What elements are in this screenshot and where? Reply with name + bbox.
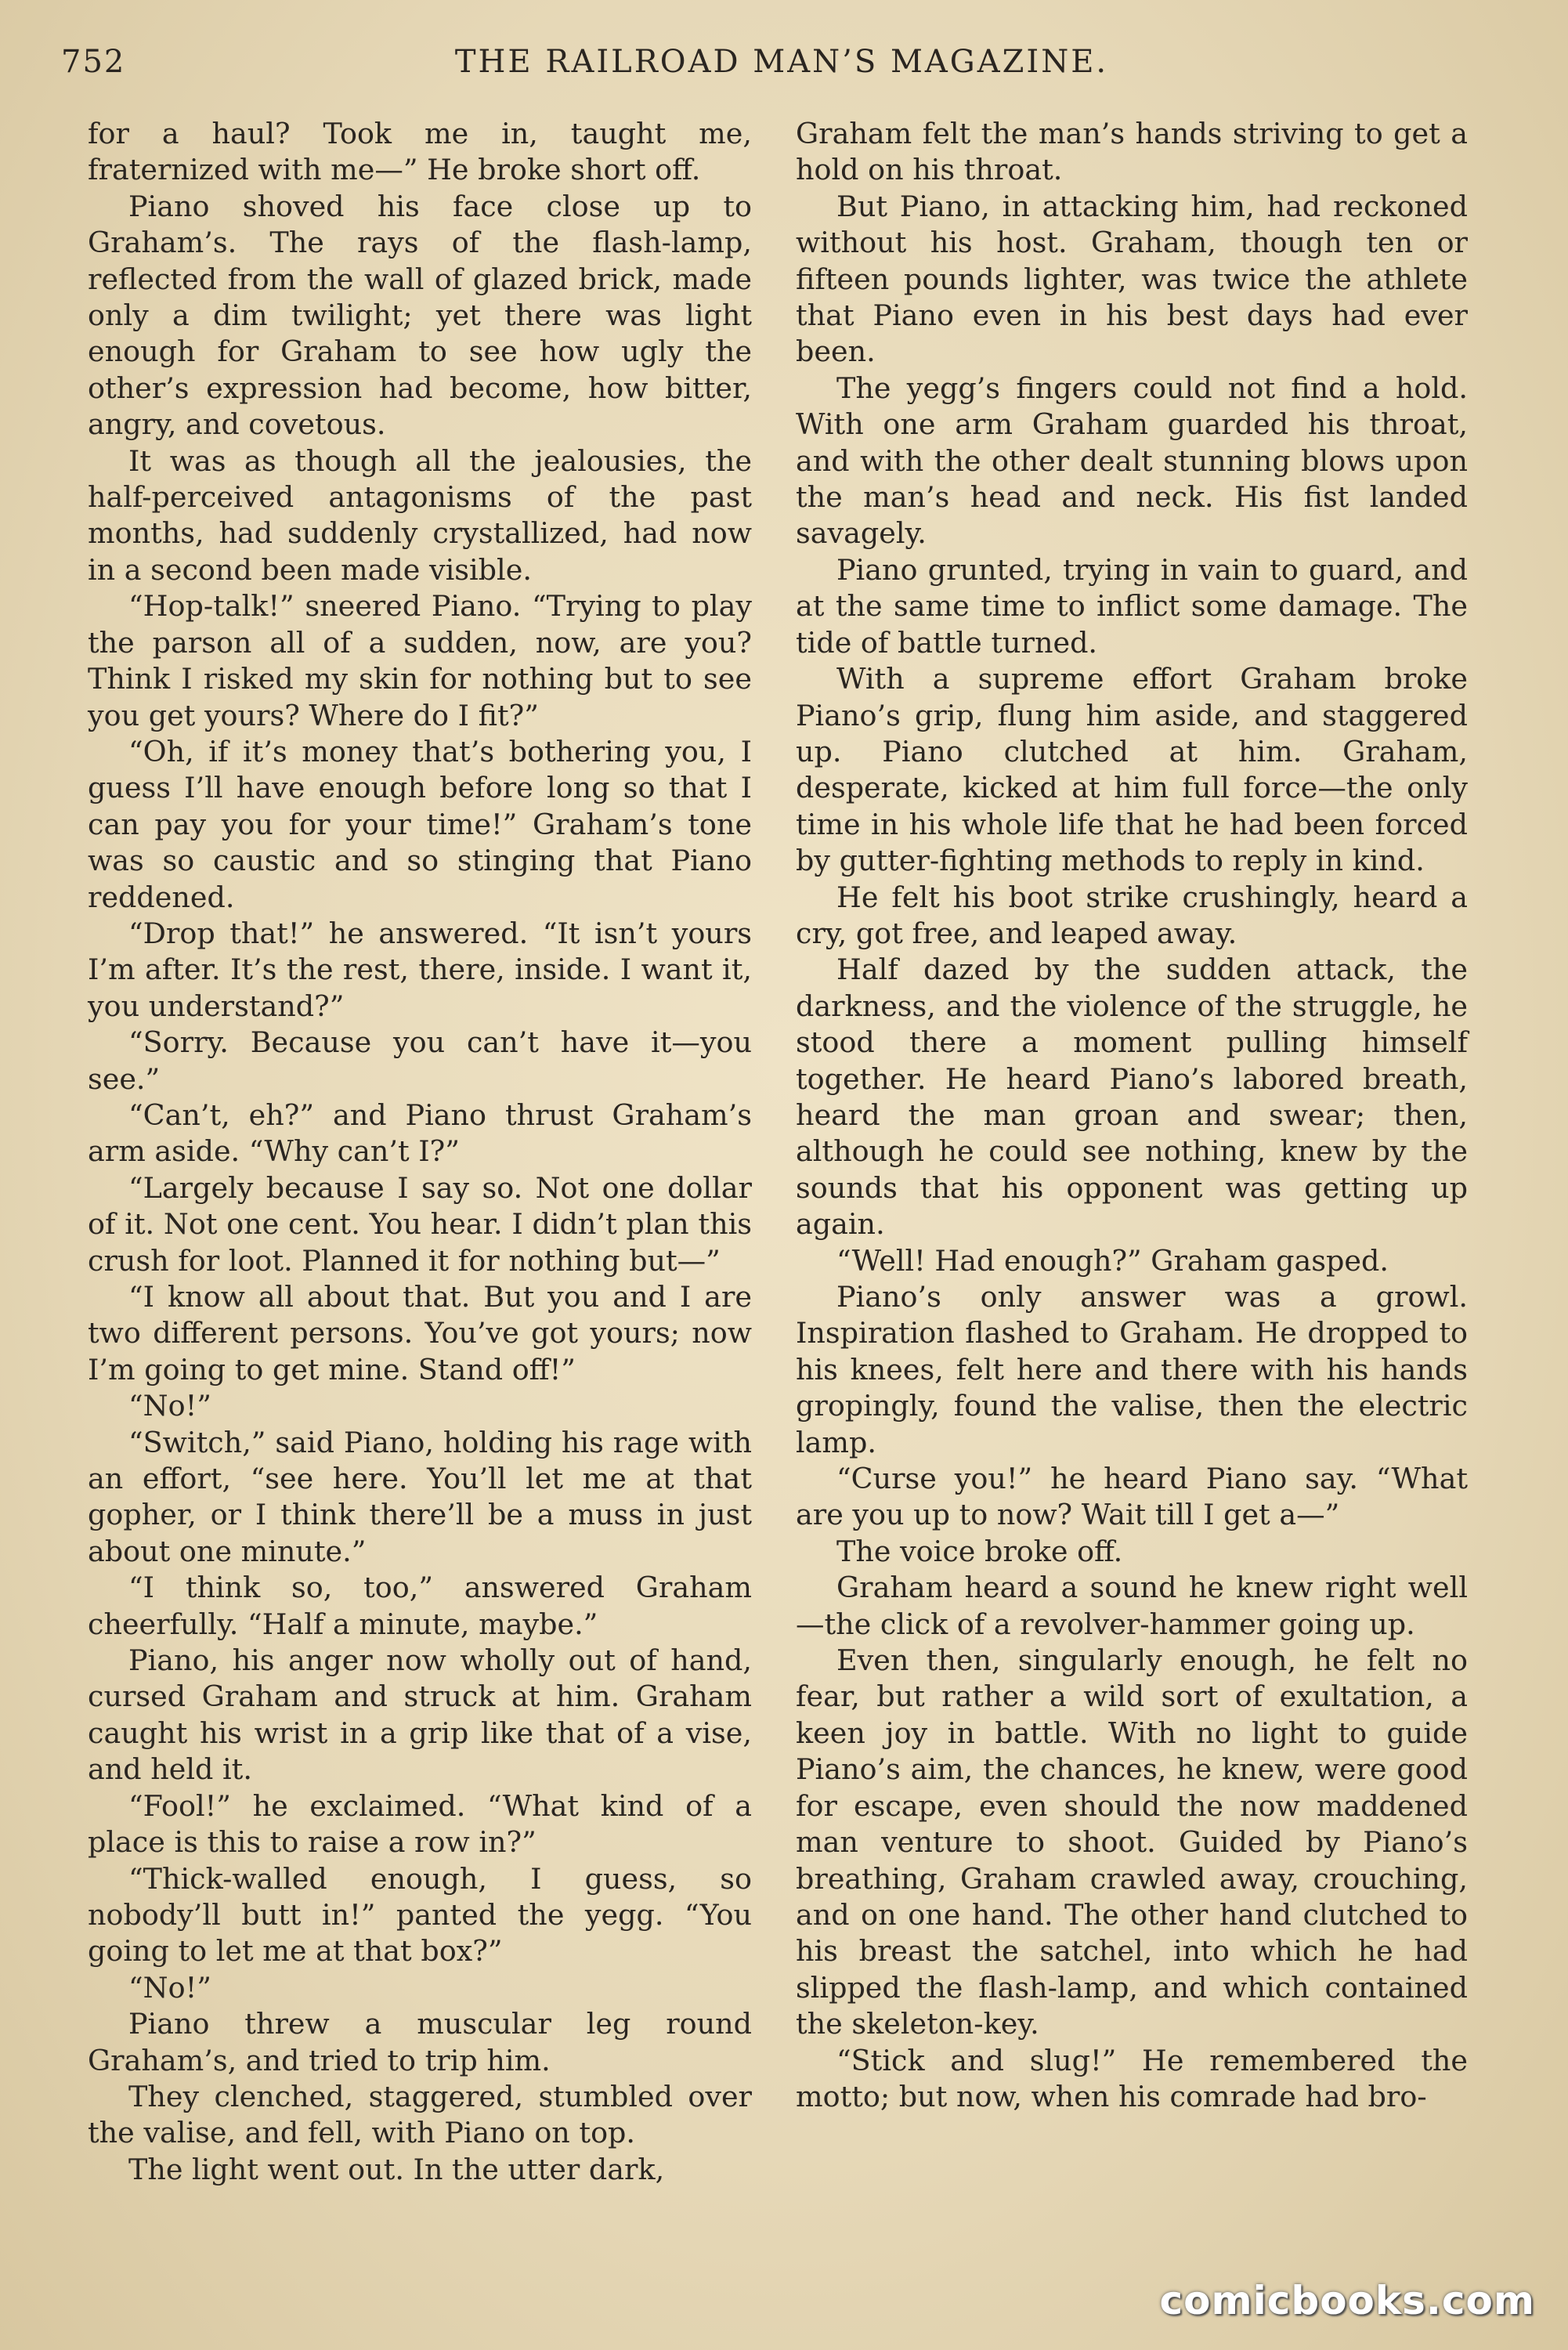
paragraph: Piano’s only answer was a growl. Inspiration flashed to Graham. He dropped to his knees, felt here and there with his hands gropingly, found the valise, then the electric lamp. xyxy=(796,1280,1468,1459)
paragraph: “Largely because I say so. Not one dollar of it. Not one cent. You hear. I didn’t plan this crush for loot. Planned it for nothing but—” xyxy=(88,1170,752,1278)
paragraph: The voice broke off. xyxy=(836,1534,1123,1568)
running-head: THE RAILROAD MAN’S MAGAZINE. xyxy=(454,44,1109,80)
paragraph: The yegg’s fingers could not find a hold. With one arm Graham guarded his throat, and with the other dealt stunning blows upon the man’s head and neck. His fist landed savagely. xyxy=(796,371,1468,551)
paragraph: It was as though all the jealousies, the half-perceived antagonisms of the past months, had suddenly crystallized, had now in a second been made visible. xyxy=(88,443,752,587)
paragraph: “Curse you!” he heard Piano say. “What are you up to now? Wait till I get a—” xyxy=(796,1462,1468,1532)
paragraph: But Piano, in attacking him, had reckoned without his host. Graham, though ten or fifteen pounds lighter, was twice the athlete that Piano even in his best days had ever been. xyxy=(796,189,1468,369)
left-column xyxy=(88,116,752,2188)
paragraph: “Stick and slug!” He remembered the motto; but now, when his comrade had bro- xyxy=(796,2043,1468,2113)
paragraph: Piano shoved his face close up to Graham’s. The rays of the flash-lamp, reflected from the wall of glazed brick, made only a dim twilight; yet there was light enough for Graham to see how ugly the other’s expression had become, how bitter, angry, and covetous. xyxy=(88,189,752,442)
paragraph: “Switch,” said Piano, holding his rage with an effort, “see here. You’ll let me at that gopher, or I think there’ll be a muss in just about one minute.” xyxy=(88,1425,752,1568)
right-column xyxy=(796,116,1468,2115)
paragraph: “No!” xyxy=(128,1389,211,1423)
paragraph: “Sorry. Because you can’t have it—you see.” xyxy=(88,1025,752,1096)
paragraph: “Oh, if it’s money that’s bothering you, I guess I’ll have enough before long so that I can pay you for your time!” Graham’s tone was so caustic and so stinging that Piano reddened. xyxy=(88,734,752,914)
paragraph: Piano grunted, trying in vain to guard, and at the same time to inflict some damage. The tide of battle turned. xyxy=(796,552,1468,660)
paragraph: He felt his boot strike crushingly, heard a cry, got free, and leaped away. xyxy=(796,880,1468,950)
paragraph: Half dazed by the sudden attack, the darkness, and the violence of the struggle, he stood there a moment pulling himself together. He heard Piano’s labored breath, heard the man groan and swear; then, although he could see nothing, knew by the sounds that his opponent was getting up again. xyxy=(796,953,1468,1242)
page-number: 752 xyxy=(61,44,126,80)
paragraph: Graham felt the man’s hands striving to get a hold on his throat. xyxy=(796,117,1468,187)
paragraph: for a haul? Took me in, taught me, fraternized with me—” He broke short off. xyxy=(88,117,752,187)
paragraph: Graham heard a sound he knew right well—the click of a revolver-hammer going up. xyxy=(796,1571,1468,1641)
paragraph: “Thick-walled enough, I guess, so nobody’ll butt in!” panted the yegg. “You going to let me at that box?” xyxy=(88,1861,752,1969)
paragraph: “Well! Had enough?” Graham gasped. xyxy=(836,1243,1389,1278)
paragraph: “Hop-talk!” sneered Piano. “Trying to play the parson all of a sudden, now, are you? Think I risked my skin for nothing but to see you get yours? Where do I fit?” xyxy=(88,589,752,732)
paragraph: They clenched, staggered, stumbled over the valise, and fell, with Piano on top. xyxy=(88,2079,752,2150)
paragraph: Piano threw a muscular leg round Graham’s, and tried to trip him. xyxy=(88,2007,752,2077)
paragraph: “Can’t, eh?” and Piano thrust Graham’s arm aside. “Why can’t I?” xyxy=(88,1097,752,1169)
paragraph: “No!” xyxy=(128,1970,211,2005)
paragraph: “Drop that!” he answered. “It isn’t yours I’m after. It’s the rest, there, inside. I want it, you understand?” xyxy=(88,916,752,1023)
watermark: comicbooks.com xyxy=(1159,2278,1535,2323)
page-header xyxy=(61,39,1502,86)
paragraph: Piano, his anger now wholly out of hand, cursed Graham and struck at him. Graham caught his wrist in a grip like that of a vise, and held it. xyxy=(88,1643,752,1787)
paragraph: “I think so, too,” answered Graham cheerfully. “Half a minute, maybe.” xyxy=(88,1571,752,1641)
paragraph: The light went out. In the utter dark, xyxy=(128,2152,665,2186)
paragraph: Even then, singularly enough, he felt no fear, but rather a wild sort of exultation, a keen joy in battle. With no light to guide Piano’s aim, the chances, he knew, were good for escape, even should the now maddened man venture to shoot. Guided by Piano’s breathing, Graham crawled away, crouching, and on one hand. The other hand clutched to his breast the satchel, into which he had slipped the flash-lamp, and which contained the skeleton-key. xyxy=(796,1643,1468,2041)
paragraph: “I know all about that. But you and I are two different persons. You’ve got yours; now I’m going to get mine. Stand off!” xyxy=(88,1280,752,1386)
paragraph: “Fool!” he exclaimed. “What kind of a place is this to raise a row in?” xyxy=(88,1788,752,1860)
paragraph: With a supreme effort Graham broke Piano’s grip, flung him aside, and staggered up. Piano clutched at him. Graham, desperate, kicked at him full force—the only time in his whole life that he had been forced by gutter-fighting methods to reply in kind. xyxy=(796,662,1468,878)
